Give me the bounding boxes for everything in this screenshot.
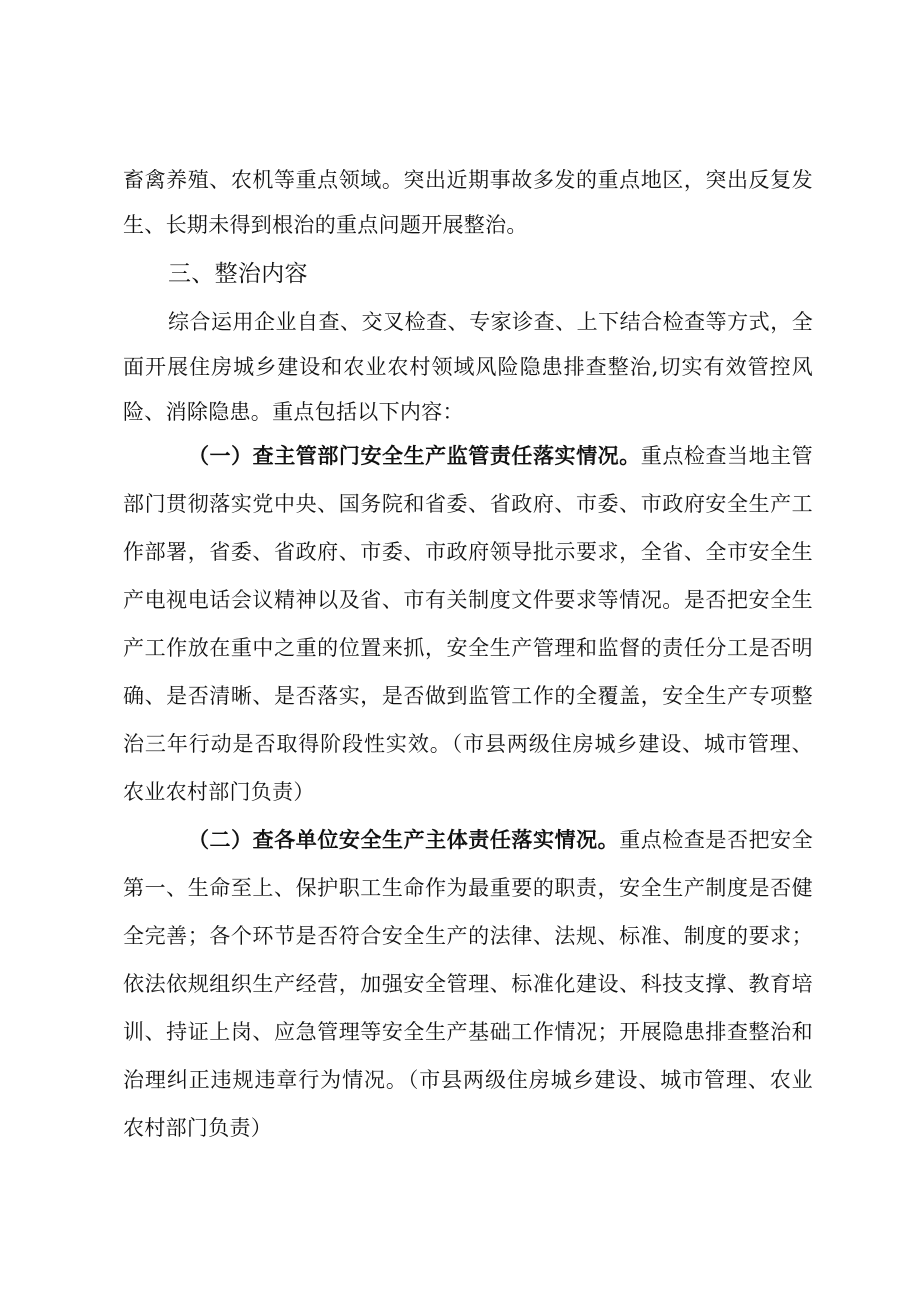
paragraph-line: 险、消除隐患。重点包括以下内容：	[123, 400, 464, 424]
paragraph-line: 面开展住房城乡建设和农业农村领域风险隐患排查整治,切实有效管控风	[123, 355, 813, 379]
paragraph-line: 部门贯彻落实党中央、国务院和省委、省政府、市委、市政府安全生产工	[123, 492, 813, 516]
paragraph-line: 治理纠正违规违章行为情况。（市县两级住房城乡建设、城市管理、农业	[123, 1068, 813, 1092]
paragraph-line: 农业农村部门负责）	[123, 780, 315, 804]
paragraph-line: 产电视电话会议精神以及省、市有关制度文件要求等情况。是否把安全生	[123, 588, 813, 612]
paragraph-line: 治三年行动是否取得阶段性实效。（市县两级住房城乡建设、城市管理、	[123, 732, 813, 756]
paragraph-line: 产工作放在重中之重的位置来抓，安全生产管理和监督的责任分工是否明	[123, 636, 813, 660]
item-1-title: （一）查主管部门安全生产监管责任落实情况。	[188, 444, 641, 468]
paragraph-line: 生、长期未得到根治的重点问题开展整治。	[123, 213, 528, 237]
item-2-first-line-text: 重点检查是否把安全	[619, 828, 814, 852]
paragraph-line: 第一、生命至上、保护职工生命作为最重要的职责，安全生产制度是否健	[123, 876, 813, 900]
paragraph-line: 农村部门负责）	[123, 1116, 273, 1140]
item-2-first-line	[188, 820, 813, 860]
paragraph-line: 作部署，省委、省政府、市委、市政府领导批示要求，全省、全市安全生	[123, 540, 813, 564]
paragraph-line: 综合运用企业自查、交叉检查、专家诊查、上下结合检查等方式，全	[168, 310, 813, 334]
item-1-first-line-text: 重点检查当地主管	[640, 444, 813, 468]
item-1-first-line	[188, 436, 813, 476]
paragraph-line: 依法依规组织生产经营，加强安全管理、标准化建设、科技支撑、教育培	[123, 972, 813, 996]
paragraph-line: 畜禽养殖、农机等重点领域。突出近期事故多发的重点地区，突出反复发	[123, 168, 813, 192]
paragraph-line: 确、是否清晰、是否落实，是否做到监管工作的全覆盖，安全生产专项整	[123, 684, 813, 708]
section-heading: 三、整治内容	[168, 261, 308, 287]
paragraph-line: 训、持证上岗、应急管理等安全生产基础工作情况；开展隐患排查整治和	[123, 1020, 813, 1044]
paragraph-line: 全完善；各个环节是否符合安全生产的法律、法规、标准、制度的要求；	[123, 924, 813, 948]
item-2-title: （二）查各单位安全生产主体责任落实情况。	[188, 828, 620, 852]
